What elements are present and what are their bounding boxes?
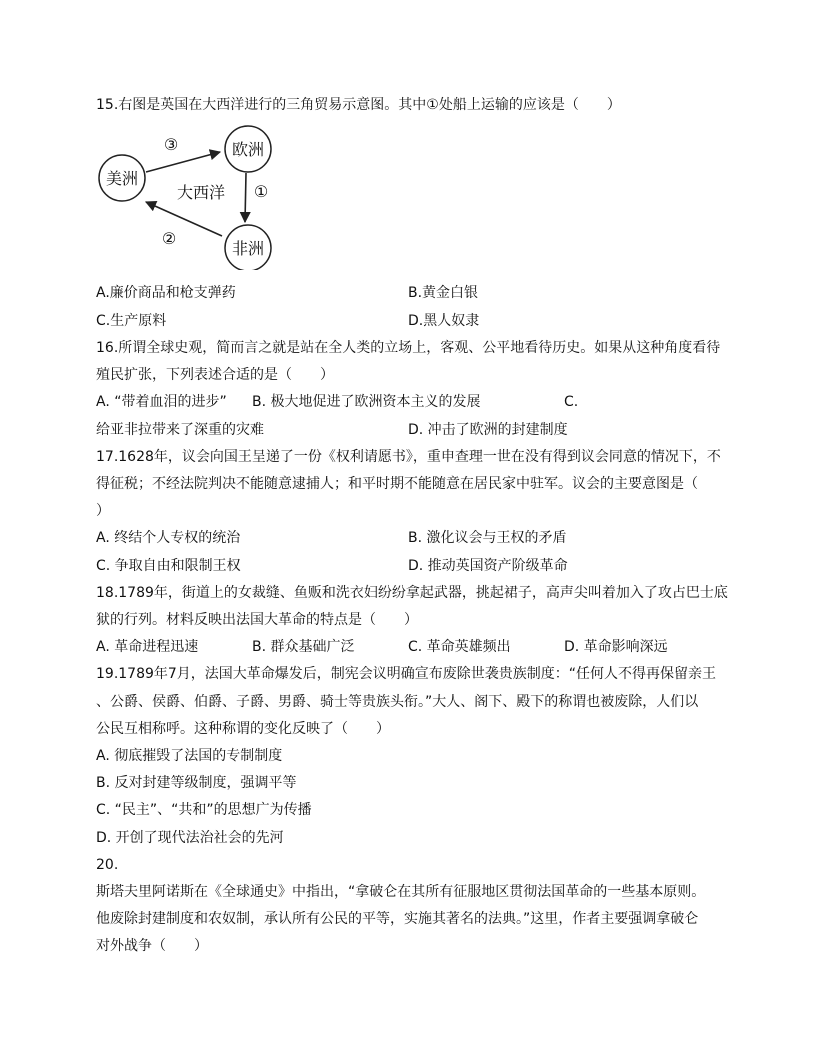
q15-option-d[interactable]: D.黑人奴隶: [408, 313, 480, 329]
q17-option-c[interactable]: C. 争取自由和限制王权: [96, 558, 241, 574]
q17-stem-line3: ）: [96, 503, 110, 519]
q20-stem-line2: 他废除封建制度和农奴制，承认所有公民的平等，实施其著名的法典。”这里，作者主要强调拿破仑: [96, 911, 699, 927]
q20-number: 20.: [96, 857, 119, 873]
q18-stem-line2: 狱的行列。材料反映出法国大革命的特点是（ ）: [96, 612, 418, 628]
q19-option-b[interactable]: B. 反对封建等级制度，强调平等: [96, 775, 297, 791]
americas-label: 美洲: [105, 169, 139, 188]
arrow-americas-to-europe: [146, 152, 220, 172]
q17-option-d[interactable]: D. 推动英国资产阶级革命: [408, 558, 568, 574]
q19-option-a[interactable]: A. 彻底摧毁了法国的专制制度: [96, 748, 283, 764]
q17-stem-line2: 得征税；不经法院判决不能随意逮捕人；和平时期不能随意在居民家中驻军。议会的主要意图是（: [96, 476, 698, 492]
q16-option-a[interactable]: A. “带着血泪的进步”: [96, 394, 227, 410]
triangle-trade-diagram: [96, 122, 286, 274]
q16-option-d[interactable]: D. 冲击了欧洲的封建制度: [408, 422, 568, 438]
q18-stem-line1: 18.1789年，街道上的女裁缝、鱼贩和洗衣妇纷纷拿起武器，挑起裙子，高声尖叫着加入了攻占巴士底: [96, 585, 728, 601]
arrow-africa-to-americas: [146, 202, 222, 236]
arrow-europe-to-africa: [245, 173, 246, 222]
q19-option-c[interactable]: C. “民主”、“共和”的思想广为传播: [96, 802, 312, 818]
q20-stem-line3: 对外战争（ ）: [96, 938, 208, 954]
q19-stem-line2: 、公爵、侯爵、伯爵、子爵、男爵、骑士等贵族头衔。”大人、阁下、殿下的称谓也被废除，人们以: [96, 694, 699, 710]
q16-stem-line1: 16.所谓全球史观，简而言之就是站在全人类的立场上，客观、公平地看待历史。如果从这种角度看待: [96, 340, 721, 356]
q16-option-c[interactable]: 给亚非拉带来了深重的灾难: [96, 422, 264, 438]
q19-stem-line3: 公民互相称呼。这种称谓的变化反映了（ ）: [96, 721, 390, 737]
q18-option-b[interactable]: B. 群众基础广泛: [252, 639, 355, 655]
q18-option-c[interactable]: C. 革命英雄频出: [408, 639, 511, 655]
q18-option-d[interactable]: D. 革命影响深远: [564, 639, 668, 655]
q16-stem-line2: 殖民扩张，下列表述合适的是（ ）: [96, 367, 334, 383]
q16-option-b[interactable]: B. 极大地促进了欧洲资本主义的发展: [252, 394, 481, 410]
africa-label: 非洲: [231, 239, 265, 258]
route-one-label: ①: [253, 182, 269, 201]
q16-option-c-prefix[interactable]: C.: [564, 394, 579, 410]
q15-option-a[interactable]: A.廉价商品和枪支弹药: [96, 285, 236, 301]
q15-stem: 15.右图是英国在大西洋进行的三角贸易示意图。其中①处船上运输的应该是（ ）: [96, 97, 621, 113]
q18-option-a[interactable]: A. 革命进程迅速: [96, 639, 199, 655]
q19-stem-line1: 19.1789年7月，法国大革命爆发后，制宪会议明确宣布废除世袭贵族制度：“任何人不得再保留亲王: [96, 666, 717, 682]
q17-stem-line1: 17.1628年，议会向国王呈递了一份《权利请愿书》，重申查理一世在没有得到议会同意的情况下，不: [96, 449, 721, 465]
q17-option-a[interactable]: A. 终结个人专权的统治: [96, 530, 241, 546]
atlantic-label: 大西洋: [176, 183, 226, 202]
q20-stem-line1: 斯塔夫里阿诺斯在《全球通史》中指出，“拿破仑在其所有征服地区贯彻法国革命的一些基本原则。: [96, 884, 706, 900]
q19-option-d[interactable]: D. 开创了现代法治社会的先河: [96, 830, 284, 846]
europe-label: 欧洲: [231, 140, 265, 159]
q15-option-c[interactable]: C.生产原料: [96, 313, 167, 329]
triangle-trade-svg: [96, 122, 286, 270]
q17-option-b[interactable]: B. 激化议会与王权的矛盾: [408, 530, 567, 546]
q15-option-b[interactable]: B.黄金白银: [408, 285, 479, 301]
route-three-label: ③: [163, 135, 179, 154]
route-two-label: ②: [161, 229, 177, 248]
